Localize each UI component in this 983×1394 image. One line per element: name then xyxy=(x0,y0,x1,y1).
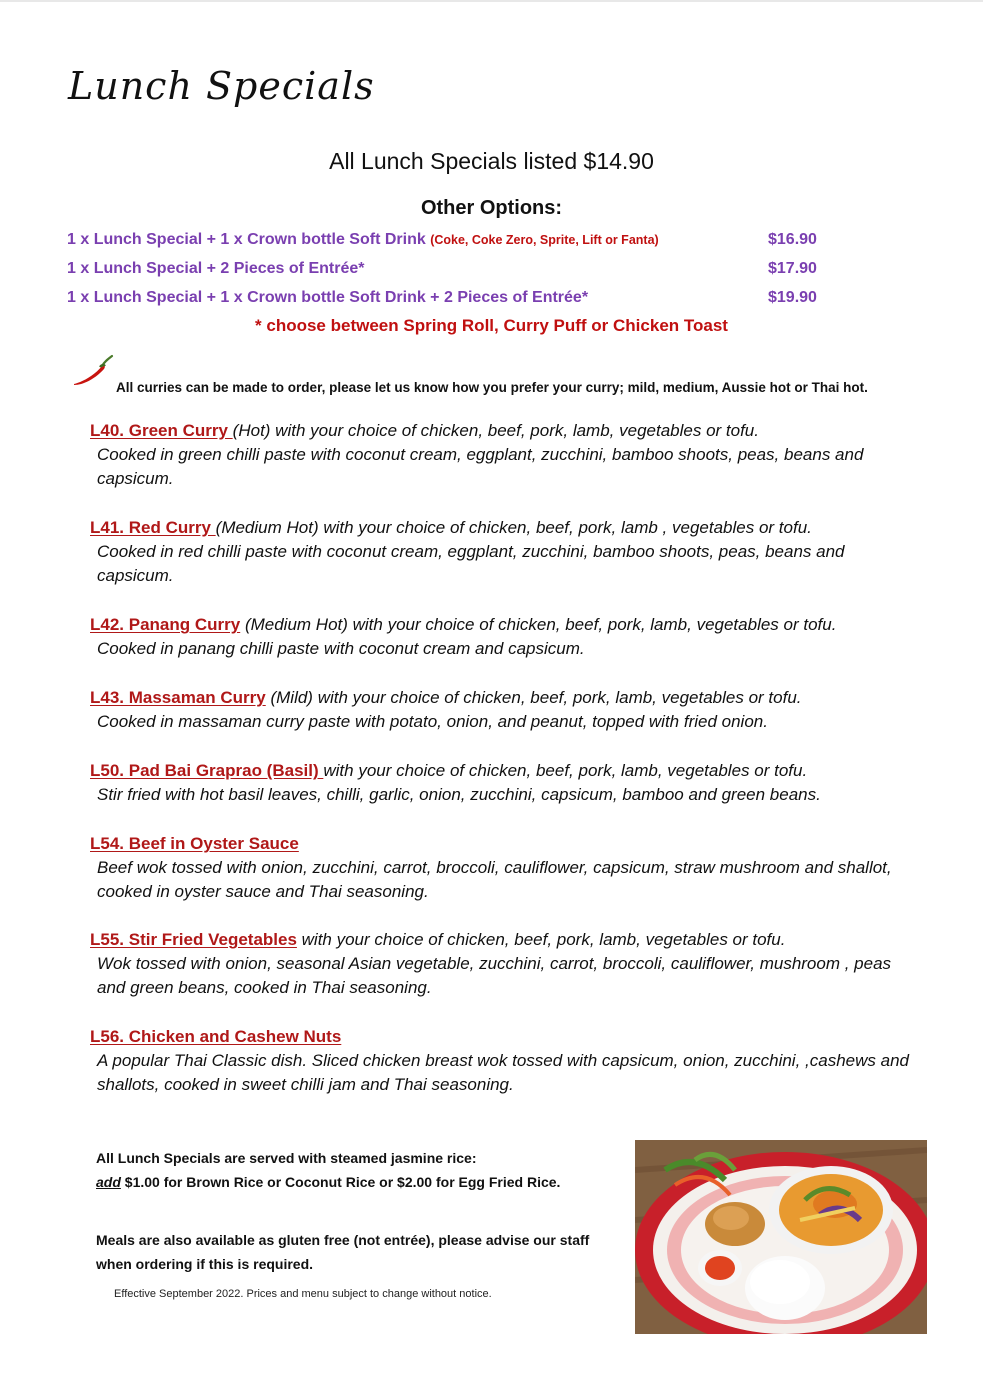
gluten-info-line: Meals are also available as gluten free (not entrée), please advise our staff xyxy=(96,1232,590,1248)
menu-item xyxy=(90,759,930,807)
item-name: L43. Massaman Curry xyxy=(90,688,266,707)
other-options-heading: Other Options: xyxy=(420,197,563,219)
base-price-subtitle: All Lunch Specials listed $14.90 xyxy=(329,148,654,174)
item-description: Cooked in massaman curry paste with potato, onion, and peanut, topped with fried onion. xyxy=(97,712,768,731)
menu-item xyxy=(90,1025,930,1097)
rice-info xyxy=(96,1146,560,1194)
option-price: $17.90 xyxy=(768,260,817,277)
option-row xyxy=(67,289,847,307)
add-word: add xyxy=(96,1174,121,1190)
curry-heat-note: All curries can be made to order, please let us know how you prefer your curry; mild, medium, Aussie hot or Thai hot. xyxy=(116,380,868,395)
item-description: Cooked in green chilli paste with coconut cream, eggplant, zucchini, bamboo shoots, peas, beans and capsicum. xyxy=(97,445,864,488)
item-summary: with your choice of chicken, beef, pork, lamb, vegetables or tofu. xyxy=(296,930,786,949)
gluten-info-line: when ordering if this is required. xyxy=(96,1256,314,1272)
item-description: Stir fried with hot basil leaves, chilli, garlic, onion, zucchini, capsicum, bamboo and green beans. xyxy=(97,785,821,804)
option-price: $16.90 xyxy=(768,231,817,248)
option-row xyxy=(67,260,847,278)
item-name: L50. Pad Bai Graprao (Basil) xyxy=(90,761,324,780)
item-name: L54. Beef in Oyster Sauce xyxy=(90,834,299,853)
item-summary: (Medium Hot) with your choice of chicken, beef, pork, lamb, vegetables or tofu. xyxy=(240,615,837,634)
rice-upgrade-line: $1.00 for Brown Rice or Coconut Rice or $2.00 for Egg Fried Rice. xyxy=(120,1174,561,1190)
item-description: Wok tossed with onion, seasonal Asian vegetable, zucchini, carrot, broccoli, cauliflower, mushroom , peas and green beans, cooked in Thai seasoning. xyxy=(97,954,892,997)
item-name: L40. Green Curry xyxy=(90,421,233,440)
option-text: 1 x Lunch Special + 1 x Crown bottle Soft Drink + 2 Pieces of Entrée* xyxy=(67,289,589,306)
item-description: A popular Thai Classic dish. Sliced chicken breast wok tossed with capsicum, onion, zucchini, ,cashews and shallots, cooked in sweet chilli jam and Thai seasoning. xyxy=(97,1051,909,1094)
food-photo xyxy=(635,1140,927,1334)
menu-item xyxy=(90,928,930,1000)
page-title: Lunch Specials xyxy=(68,64,375,108)
item-description: Cooked in red chilli paste with coconut cream, eggplant, zucchini, bamboo shoots, peas, beans and capsicum. xyxy=(97,542,845,585)
item-summary: with your choice of chicken, beef, pork, lamb, vegetables or tofu. xyxy=(323,761,808,780)
item-description: Beef wok tossed with onion, zucchini, carrot, broccoli, cauliflower, capsicum, straw mushroom and shallot, cooked in oyster sauce and Thai seasoning. xyxy=(97,858,892,901)
item-name: L41. Red Curry xyxy=(90,518,216,537)
item-name: L56. Chicken and Cashew Nuts xyxy=(90,1027,342,1046)
item-description: Cooked in panang chilli paste with coconut cream and capsicum. xyxy=(97,639,585,658)
rice-info-line: All Lunch Specials are served with steamed jasmine rice: xyxy=(96,1150,477,1166)
option-text: 1 x Lunch Special + 1 x Crown bottle Soft Drink xyxy=(67,231,431,248)
chilli-icon xyxy=(70,354,114,388)
option-text: 1 x Lunch Special + 2 Pieces of Entrée* xyxy=(67,260,365,277)
menu-item xyxy=(90,686,930,734)
option-price: $19.90 xyxy=(768,289,817,306)
menu-item xyxy=(90,832,930,904)
menu-item xyxy=(90,613,930,661)
item-summary: (Hot) with your choice of chicken, beef, pork, lamb, vegetables or tofu. xyxy=(232,421,759,440)
item-summary: (Mild) with your choice of chicken, beef, pork, lamb, vegetables or tofu. xyxy=(265,688,802,707)
gluten-free-info xyxy=(96,1228,589,1276)
page-top-border xyxy=(0,0,983,2)
item-name: L42. Panang Curry xyxy=(90,615,241,634)
option-drink-choices: (Coke, Coke Zero, Sprite, Lift or Fanta) xyxy=(430,233,659,247)
effective-date-note: Effective September 2022. Prices and menu subject to change without notice. xyxy=(114,1288,492,1300)
option-row xyxy=(67,231,847,249)
entree-choice-note: * choose between Spring Roll, Curry Puff or Chicken Toast xyxy=(255,316,728,335)
menu-item xyxy=(90,419,930,491)
item-summary: (Medium Hot) with your choice of chicken, beef, pork, lamb , vegetables or tofu. xyxy=(215,518,812,537)
item-name: L55. Stir Fried Vegetables xyxy=(90,930,297,949)
menu-item xyxy=(90,516,930,588)
